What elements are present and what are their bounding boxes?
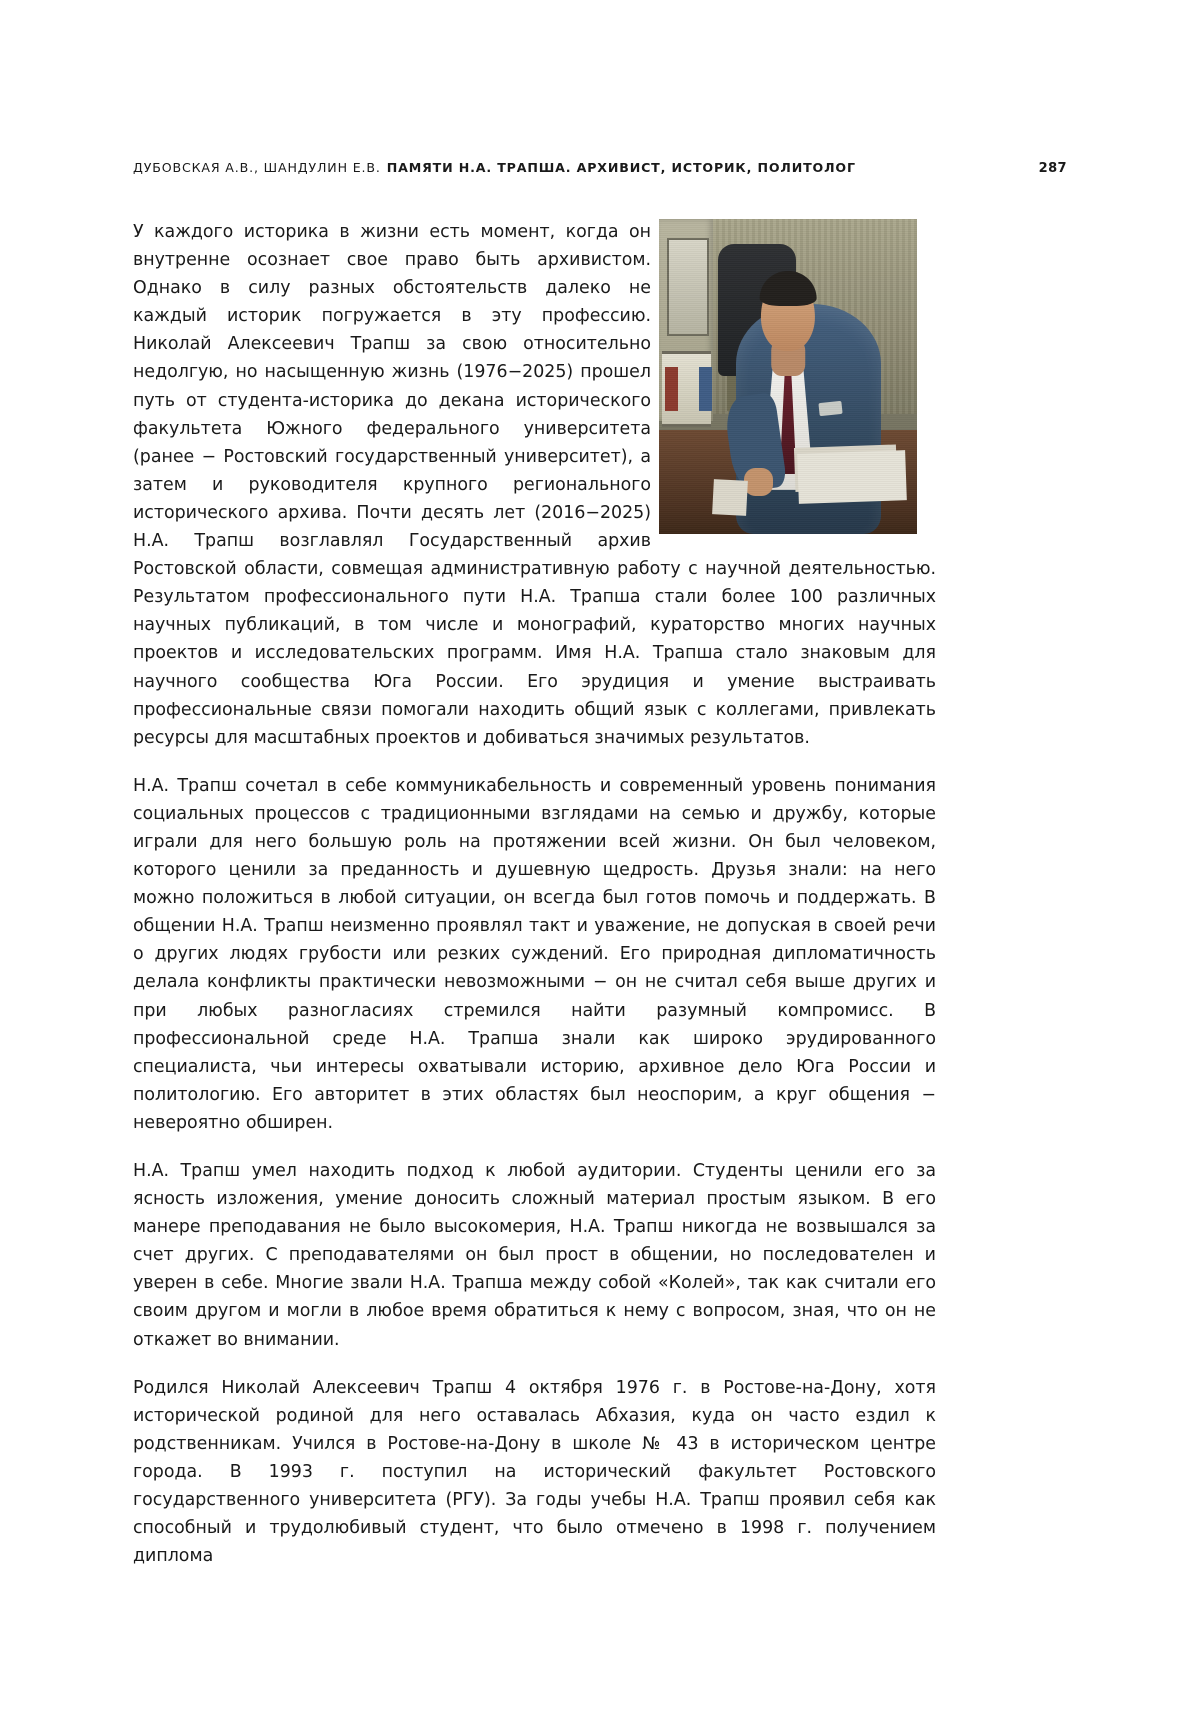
paragraph-2: Н.А. Трапш сочетал в себе коммуникабельность и современный уровень понимания социальных процессов с традиционными взглядами на семью и дружбу, которые играли для него большую роль на протяжении всей жизни. Он был человеком, которого ценили за преданность и душевную щедрость. Друзья знали: на него можно положиться в любой ситуации, он всегда был готов помочь и поддержать. В общении Н.А. Трапш неизменно проявлял такт и уважение, не допуская в своей речи о других людях грубости или резких суждений. Его природная дипломатичность делала конфликты практически невозможными − он не считал себя выше других и при любых разногласиях стремился найти разумный компромисс. В профессиональной среде Н.А. Трапша знали как широко эрудированного специалиста, чьи интересы охватывали историю, архивное дело Юга России и политологию. Его авторитет в этих областях был неоспорим, а круг общения − невероятно обширен. [133, 775, 936, 1133]
paragraph-4: Родился Николай Алексеевич Трапш 4 октября 1976 г. в Ростове-на-Дону, хотя исторической родиной для него оставалась Абхазия, куда он часто ездил к родственникам. Учился в Ростове-на-Дону в школе № 43 в историческом центре города. В 1993 г. поступил на исторический факультет Ростовского государственного университета (РГУ). За годы учебы Н.А. Трапш проявил себя как способный и трудолюбивый студент, что было отмечено в 1998 г. получением диплома [133, 1377, 936, 1567]
running-head-authors: ДУБОВСКАЯ А.В., ШАНДУЛИН Е.В. [133, 160, 381, 175]
page-number: 287 [1038, 161, 1067, 176]
article-body [133, 218, 936, 1570]
paragraph-3: Н.А. Трапш умел находить подход к любой аудитории. Студенты ценили его за ясность изложения, умение доносить сложный материал простым языком. В его манере преподавания не было высокомерия, Н.А. Трапш никогда не возвышался за счет других. С преподавателями он был прост в общении, но последователен и уверен в себе. Многие звали Н.А. Трапша между собой «Колей», так как считали его своим другом и могли в любое время обратиться к нему с вопросом, зная, что он не откажет во внимании. [133, 1161, 936, 1350]
running-head-title: ПАМЯТИ Н.А. ТРАПША. АРХИВИСТ, ИСТОРИК, ПОЛИТОЛОГ [386, 160, 856, 175]
photo-text-wrap-spacer [651, 218, 936, 540]
paragraph-1: У каждого историка в жизни есть момент, когда он внутренне осознает свое право быть архивистом. Однако в силу разных обстоятельств далеко не каждый историк погружается в эту профессию. Николай Алексеевич Трапш за свою относительно недолгую, но насыщенную жизнь (1976−2025) прошел путь от студента-историка до декана исторического факультета Южного федерального университета (ранее − Ростовский государственный университет), а затем и руководителя крупного регионального исторического архива. Почти десять лет (2016−2025) Н.А. Трапш возглавлял Государственный архив Ростовской области, совмещая административную работу с научной деятельностью. Результатом профессионального пути Н.А. Трапша стали более 100 различных научных публикаций, в том числе и монографий, кураторство многих научных проектов и исследовательских программ. Имя Н.А. Трапша стало знаковым для научного сообщества Юга России. Его эрудиция и умение выстраивать профессиональные связи помогали находить общий язык с коллегами, привлекать ресурсы для масштабных проектов и добиваться значимых результатов. [133, 218, 936, 752]
running-head [133, 160, 1067, 176]
